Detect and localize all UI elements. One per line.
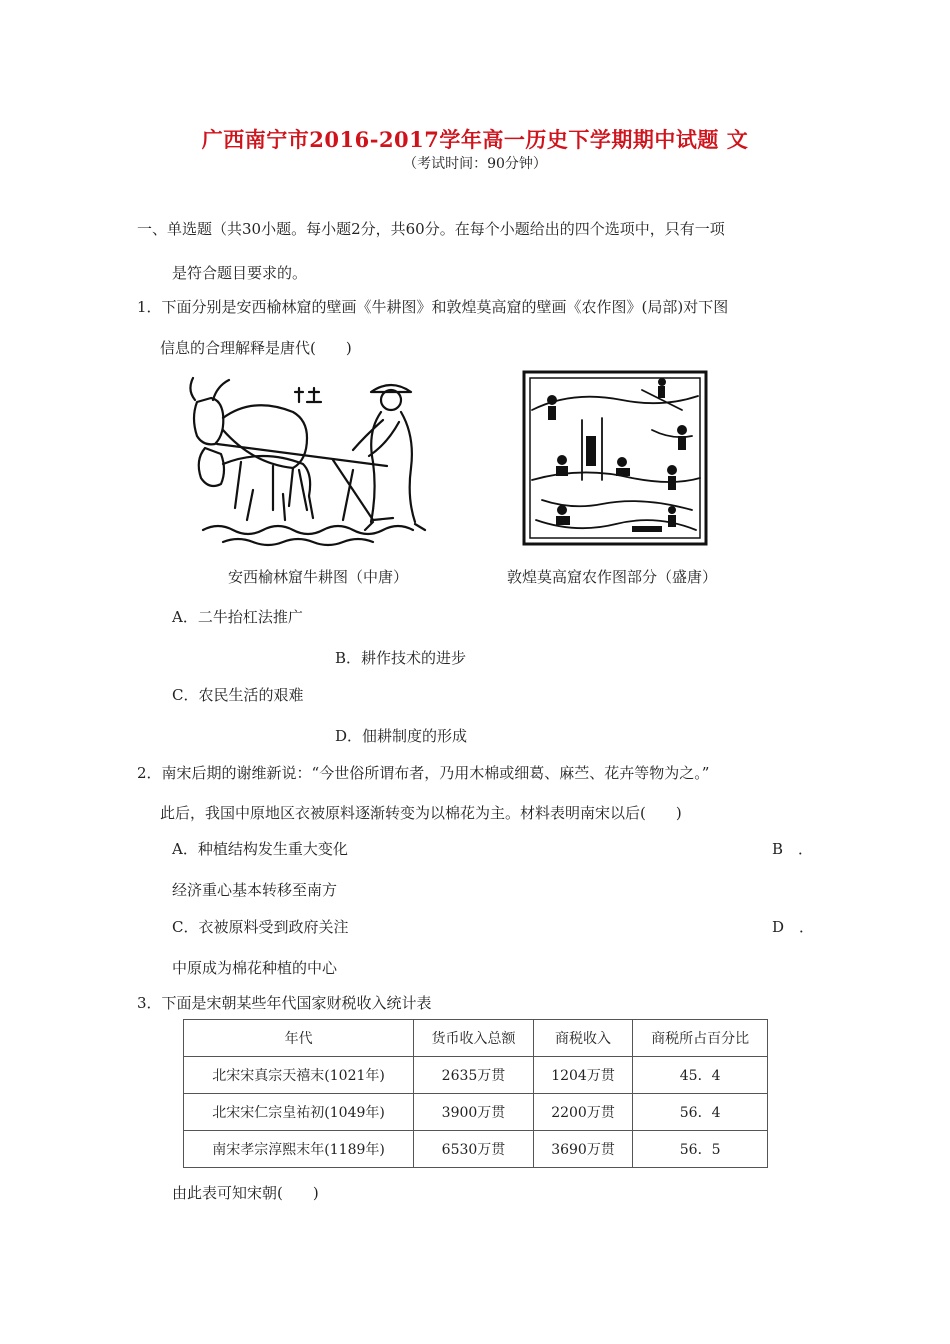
farming-scene-icon — [522, 370, 708, 546]
q1-option-b[interactable]: B．耕作技术的进步 — [335, 649, 467, 667]
q1-stem-line2: 信息的合理解释是唐代( ) — [160, 339, 352, 357]
q2-stem-line1: 2．南宋后期的谢维新说：“今世俗所谓布者，乃用木棉或细葛、麻苎、花卉等物为之。” — [137, 764, 710, 782]
caption-farming-scene: 敦煌莫高窟农作图部分（盛唐） — [507, 568, 718, 586]
q2-option-a[interactable]: A．种植结构发生重大变化 — [172, 840, 348, 858]
q2-option-b-text[interactable]: 经济重心基本转移至南方 — [172, 881, 338, 899]
table-cell: 北宋宋仁宗皇祐初(1049年) — [184, 1094, 414, 1131]
q1-stem-line1: 1．下面分别是安西榆林窟的壁画《牛耕图》和敦煌莫高窟的壁画《农作图》(局部)对下图 — [137, 298, 729, 316]
table-header-cell: 年代 — [184, 1020, 414, 1057]
q3-after-text: 由此表可知宋朝( ) — [172, 1184, 319, 1202]
table-cell: 2200万贯 — [533, 1094, 633, 1131]
table-header-cell: 商税所占百分比 — [633, 1020, 768, 1057]
table-cell: 2635万贯 — [414, 1057, 534, 1094]
table-header-cell: 货币收入总额 — [414, 1020, 534, 1057]
q1-option-c[interactable]: C．农民生活的艰难 — [172, 686, 304, 704]
farming-scene-mural-image — [522, 370, 708, 550]
table-cell: 56．4 — [633, 1094, 768, 1131]
table-cell: 北宋宋真宗天禧末(1021年) — [184, 1057, 414, 1094]
table-cell: 3900万贯 — [414, 1094, 534, 1131]
table-cell: 南宋孝宗淳熙末年(1189年) — [184, 1131, 414, 1168]
table-cell: 56．5 — [633, 1131, 768, 1168]
table-header-cell: 商税收入 — [533, 1020, 633, 1057]
section-heading-line1: 一、单选题（共30小题。每小题2分，共60分。在每个小题给出的四个选项中，只有一项 — [137, 220, 725, 238]
ox-plough-icon — [183, 370, 448, 548]
table-row — [184, 1131, 768, 1168]
q2-option-b-label[interactable]: B ． — [772, 840, 814, 858]
q1-option-d[interactable]: D．佃耕制度的形成 — [335, 727, 468, 745]
q2-option-d-text[interactable]: 中原成为棉花种植的中心 — [172, 959, 338, 977]
q3-stem: 3．下面是宋朝某些年代国家财税收入统计表 — [137, 994, 432, 1012]
ox-plough-mural-image — [183, 370, 448, 552]
section-heading-line2: 是符合题目要求的。 — [172, 264, 308, 282]
q2-option-d-label[interactable]: D ． — [772, 918, 815, 936]
page-title: 广西南宁市2016-2017学年高一历史下学期期中试题 文 — [201, 127, 749, 152]
table-cell: 3690万贯 — [533, 1131, 633, 1168]
q1-option-a[interactable]: A．二牛抬杠法推广 — [172, 608, 303, 626]
q2-stem-line2: 此后，我国中原地区衣被原料逐渐转变为以棉花为主。材料表明南宋以后( ) — [160, 804, 682, 822]
table-cell: 6530万贯 — [414, 1131, 534, 1168]
table-row — [184, 1094, 768, 1131]
caption-ox-plough: 安西榆林窟牛耕图（中唐） — [228, 568, 409, 586]
table-row — [184, 1057, 768, 1094]
table-header-row — [184, 1020, 768, 1057]
tax-revenue-table — [183, 1019, 768, 1168]
q2-option-c[interactable]: C．衣被原料受到政府关注 — [172, 918, 349, 936]
table-cell: 45．4 — [633, 1057, 768, 1094]
table-cell: 1204万贯 — [533, 1057, 633, 1094]
exam-time: （考试时间：90分钟） — [403, 156, 547, 172]
